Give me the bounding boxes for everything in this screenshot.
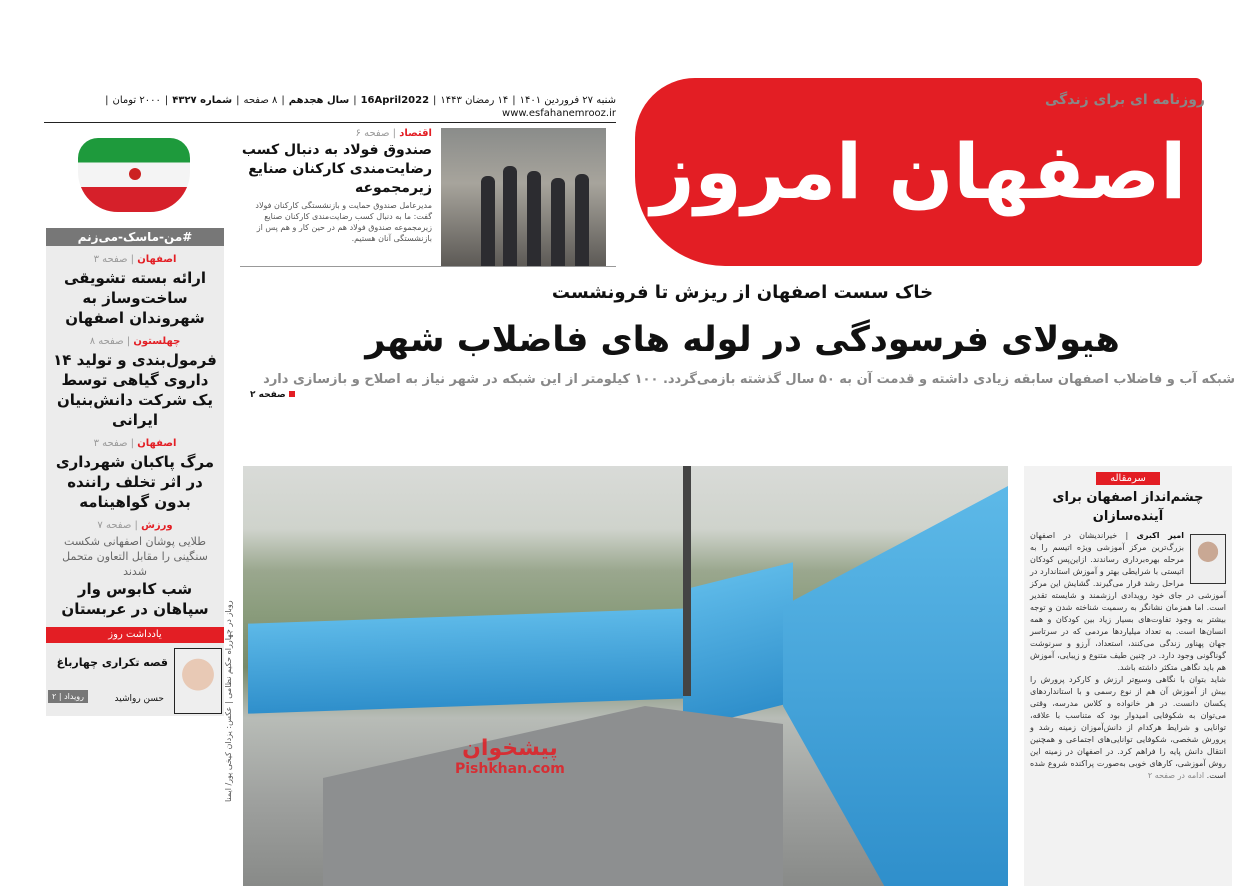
page-reference[interactable]: صفحه ۲ <box>250 390 1235 400</box>
note-title: قصه تکراری چهارباغ <box>56 656 168 669</box>
page-label: صفحه ۳ <box>93 438 128 449</box>
page-label: صفحه ۷ <box>97 520 132 531</box>
section-label: ورزش <box>141 520 173 531</box>
year-label: سال هجدهم <box>288 95 350 106</box>
sidebar-story[interactable]: ورزش | صفحه ۷ طلایی پوشان اصفهانی شکست سنگینی را مقابل التعاون متحمل شدند شب کابوس وار سپاهان در عربستان <box>46 512 224 619</box>
main-headline[interactable]: هیولای فرسودگی در لوله های فاضلاب شهر <box>365 320 1120 360</box>
sidebar-story[interactable]: چهلستون | صفحه ۸ فرمول‌بندی و تولید ۱۴ داروی گیاهی توسط یک شرکت دانش‌بنیان ایرانی <box>46 328 224 430</box>
note-author: حسن رواشید <box>114 694 164 704</box>
editorial-title: چشم‌انداز اصفهان برای آینده‌سازان <box>1052 490 1204 524</box>
hashtag-bar: #من-ماسک-می‌زنم <box>46 228 224 246</box>
main-photo <box>243 466 1008 886</box>
author-role: خیراندیشان در اصفهان <box>1030 531 1118 540</box>
editorial-body: امیر اکبری | خیراندیشان در اصفهان بزرگ‌ترین مرکز آموزشی ویژه اتیسم را به مرحله بهره‌برداری رساندند. ازاین‌پس کودکان اتیستی با شرایطی بهتر و آموزش استاندارد در مراحل رشد قرار می‌گیرند. گشایش این مرکز آموزشی در جای خود رویدادی ارزشمند و شایسته تقدیر است. اما همزمان نشانگر به رسمیت شناخته شدن و توجه بیشتر به وجود تفاوت‌های بسیار زیاد بین کودکان و همه انسان‌ها است. به تعداد میلیاردها مردمی که در سرتاسر جهان پهناور زندگی می‌کنند، استعداد، آرزو و سرنوشت گوناگونی وجود دارد. در چنین طیف متنوع و زیبایی، آموزش هم باید نگاهی متکثر داشته باشد. شاید بتوان با نگاهی وسیع‌تر ارزش و کارکرد پرورش را بیش از آموزش آن هم از نوع رسمی و با استانداردهای یکسان دانست. در هر خانواده و کلاس مدرسه، وقتی می‌توان به شکوفایی امیدوار بود که متناسب با علاقه، توانایی و شرایط هرکدام از دانش‌آموزان زمینه رشد و پرورش شخصی، شکوفایی توانایی‌های اجتماعی و همچنین انتقال دانش پایه را فراهم کرد. در اصفهان در زمینه این روش آموزشی، کارهای خوبی به‌صورت پراکنده شروع شده است. ادامه در صفحه ۲ <box>1030 531 1226 780</box>
page-label: صفحه ۸ <box>89 336 124 347</box>
page-label: صفحه ۶ <box>355 128 390 139</box>
subheadline: خاک سست اصفهان از ریزش تا فرونشست <box>551 282 934 303</box>
top-story-body: مدیرعامل صندوق حمایت و بازنشستگی کارکنان فولاد گفت: ما به دنبال کسب رضایت‌مندی کارکنان صنایع زیرمجموعه صندوق فولاد هم در حین کار و هم پس از بازنشستگی آنان هستیم. <box>255 201 432 243</box>
story-title: ارائه بسته تشویقی ساخت‌وساز به شهروندان اصفهان <box>63 269 207 327</box>
editorial-paragraph: بزرگ‌ترین مرکز آموزشی ویژه اتیسم را به مرحله بهره‌برداری رساندند. ازاین‌پس کودکان اتیستی با شرایطی بهتر و آموزش استاندارد در مراحل رشد قرار می‌گیرند. گشایش این مرکز آموزشی در جای خود رویدادی ارزشمند و شایسته تقدیر است. اما همزمان نشانگر به رسمیت شناخته شدن و توجه بیشتر به وجود تفاوت‌های بسیار زیاد بین کودکان و همه انسان‌ها است. به تعداد میلیاردها مردمی که در سرتاسر جهان پهناور زندگی می‌کنند، استعداد، آرزو و سرنوشت گوناگونی وجود دارد. در چنین طیف متنوع و زیبایی، آموزش هم باید نگاهی متکثر داشته باشد. <box>1030 543 1226 672</box>
website-link[interactable]: www.esfahanemrooz.ir <box>502 108 616 119</box>
top-story-photo <box>441 128 606 266</box>
section-label: اقتصاد <box>399 128 432 139</box>
editorial-column[interactable] <box>1024 466 1232 886</box>
issue-number: شماره ۴۳۲۷ <box>172 95 233 106</box>
editorial-badge: سرمقاله <box>1096 472 1160 485</box>
story-title: شب کابوس وار سپاهان در عربستان <box>61 580 209 618</box>
face-mask-icon <box>46 134 224 228</box>
sidebar <box>46 134 224 716</box>
story-subtitle: طلایی پوشان اصفهانی شکست سنگینی را مقابل التعاون متحمل شدند <box>62 535 208 578</box>
story-title: مرگ پاکبان شهرداری در اثر تخلف راننده بدون گواهینامه <box>55 453 215 511</box>
top-story-title[interactable]: صندوق فولاد به دنبال کسب رضایت‌مندی کارکنان صنایع زیرمجموعه <box>241 142 432 196</box>
main-story-header <box>250 282 1235 400</box>
date-english: 16April2022 <box>360 95 430 106</box>
photo-caption: روباز در چهارراه حکیم نظامی | عکس: یزدان کیخی پور/ ایمنا <box>224 600 233 802</box>
date-persian: شنبه ۲۷ فروردین ۱۴۰۱ <box>519 95 616 106</box>
price: ۲۰۰۰ تومان <box>112 95 161 106</box>
author-photo <box>1190 534 1226 584</box>
daily-note[interactable] <box>46 646 224 716</box>
page-count: ۸ صفحه <box>243 95 278 106</box>
tagline: روزنامه ای برای زندگی <box>1044 92 1205 108</box>
editorial-author: امیر اکبری <box>1136 531 1185 540</box>
section-label: اصفهان <box>137 438 177 449</box>
editorial-paragraph: شاید بتوان با نگاهی وسیع‌تر ارزش و کارکرد پرورش را بیش از آموزش آن هم از نوع رسمی و با استانداردهای یکسان دانست. در هر خانواده و کلاس مدرسه، وقتی می‌توان به شکوفایی امیدوار بود که متناسب با علاقه، توانایی و شرایط هرکدام از دانش‌آموزان زمینه رشد و پرورش شخصی، شکوفایی توانایی‌های اجتماعی و همچنین انتقال دانش پایه را فراهم کرد. در اصفهان در زمینه این روش آموزشی، کارهای خوبی به‌صورت پراکنده شروع شده است. <box>1030 675 1226 780</box>
section-label: اصفهان <box>137 254 177 265</box>
dateline: شنبه ۲۷ فروردین ۱۴۰۱ | ۱۴ رمضان ۱۴۴۳ | 16April2022 | سال هجدهم | ۸ صفحه | شماره ۴۳۲۷ | ۲۰۰۰ تومان | www.esfahanemrooz.ir <box>44 94 616 123</box>
page-label: صفحه ۳ <box>93 254 128 265</box>
top-story[interactable]: اقتصاد | صفحه ۶ صندوق فولاد به دنبال کسب رضایت‌مندی کارکنان صنایع زیرمجموعه مدیرعامل صندوق حمایت و بازنشستگی کارکنان فولاد گفت: ما به دنبال کسب رضایت‌مندی کارکنان صنایع زیرمجموعه صندوق فولاد هم در حین کار و هم پس از بازنشستگی آنان هستیم. <box>240 128 616 267</box>
note-label: یادداشت روز <box>46 627 224 643</box>
logo-text: اصفهان امروز <box>650 127 1187 216</box>
continued-link[interactable]: ادامه در صفحه ۲ <box>1147 771 1205 780</box>
sidebar-story[interactable]: اصفهان | صفحه ۳ ارائه بسته تشویقی ساخت‌وساز به شهروندان اصفهان <box>46 246 224 328</box>
watermark: پیشخوان Pishkhan.com <box>455 736 565 777</box>
note-page: رویداد | ۲ <box>48 690 88 703</box>
lead-text: شبکه آب و فاضلاب اصفهان سابقه زیادی داشته و قدمت آن به ۵۰ سال گذشته بازمی‌گردد. ۱۰۰ کیلومتر از این شبکه در شهر نیاز به اصلاح و بازسازی دارد <box>263 372 1235 387</box>
story-title: فرمول‌بندی و تولید ۱۴ داروی گیاهی توسط یک شرکت دانش‌بنیان ایرانی <box>53 351 217 429</box>
section-label: چهلستون <box>133 336 181 347</box>
author-photo <box>174 648 222 714</box>
date-hijri: ۱۴ رمضان ۱۴۴۳ <box>440 95 509 106</box>
sidebar-story[interactable]: اصفهان | صفحه ۳ مرگ پاکبان شهرداری در اثر تخلف راننده بدون گواهینامه <box>46 430 224 512</box>
